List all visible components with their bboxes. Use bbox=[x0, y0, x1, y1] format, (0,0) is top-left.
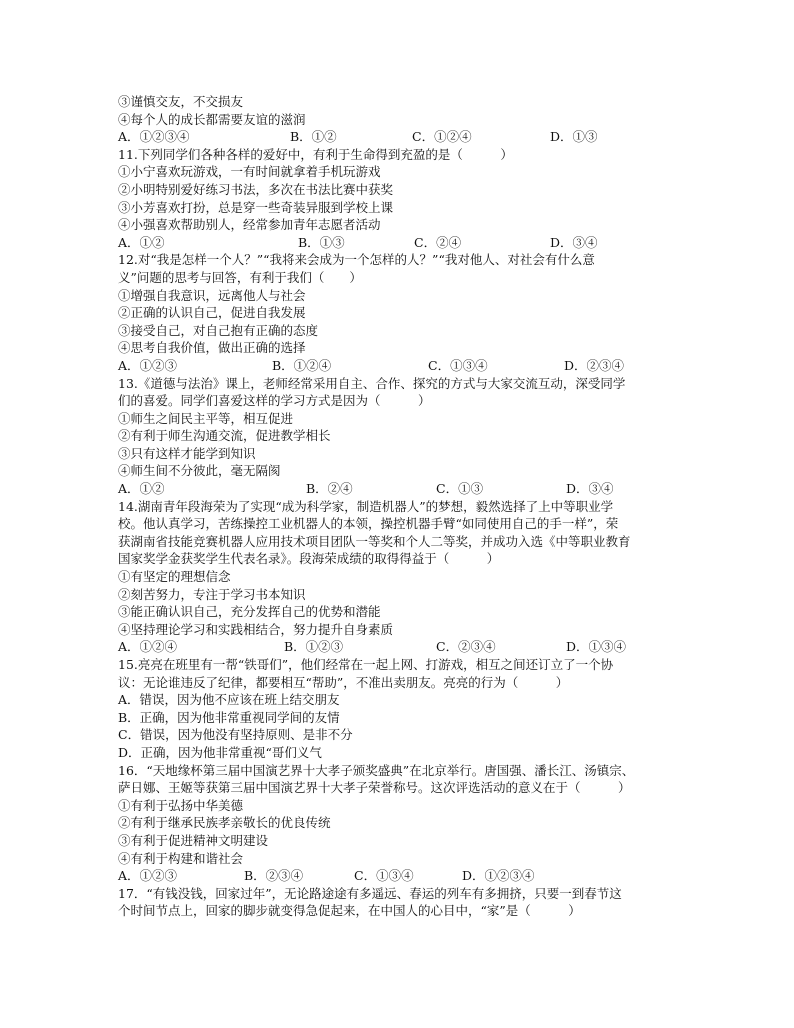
choice-d: D．②③④ bbox=[564, 357, 625, 373]
question-stem: 国家奖学金获奖学生代表名录》。段海荣成绩的取得得益于（ ） bbox=[118, 551, 500, 567]
statement-item: ④师生间不分彼此，毫无隔阂 bbox=[118, 463, 281, 479]
question-stem: 14.湖南青年段海荣为了实现“成为科学家，制造机器人”的梦想，毅然选择了上中等职业学 bbox=[118, 498, 614, 514]
statement-item: ④小强喜欢帮助别人，经常参加青年志愿者活动 bbox=[118, 217, 381, 233]
statement-item: ④坚持理论学习和实践相结合，努力提升自身素质 bbox=[118, 621, 394, 637]
statement-item: ①师生之间民主平等，相互促进 bbox=[118, 410, 294, 426]
option-line: ④每个人的成长都需要友谊的滋润 bbox=[118, 111, 306, 127]
choice-row bbox=[118, 128, 718, 146]
choice-c: C．①③ bbox=[436, 481, 484, 497]
choice-b: B．①② bbox=[290, 129, 337, 145]
choice-row bbox=[118, 638, 718, 656]
choice-c: C．②③④ bbox=[436, 639, 496, 655]
exam-page bbox=[118, 93, 718, 920]
choice-item: B．正确，因为他非常重视同学间的友情 bbox=[118, 709, 340, 725]
choice-row bbox=[118, 480, 718, 498]
question-stem: 义”问题的思考与回答，有利于我们（ ） bbox=[118, 269, 362, 285]
statement-item: ③接受自己，对自己抱有正确的态度 bbox=[118, 322, 319, 338]
question-stem: 个时间节点上，回家的脚步就变得急促起来，在中国人的心目中，“家”是（ ） bbox=[118, 903, 581, 919]
statement-item: ②正确的认识自己，促进自我发展 bbox=[118, 305, 306, 321]
choice-item: D．正确，因为他非常重视“哥们义气 bbox=[118, 744, 322, 760]
choice-b: B．②④ bbox=[306, 481, 353, 497]
statement-item: ③有利于促进精神文明建设 bbox=[118, 832, 269, 848]
statement-item: ②刻苦努力，专注于学习书本知识 bbox=[118, 586, 306, 602]
choice-a: A．①②④ bbox=[118, 639, 178, 655]
statement-item: ④思考自我价值，做出正确的选择 bbox=[118, 340, 306, 356]
question-stem: 17．“有钱没钱，回家过年”，无论路途途有多遥远、春运的列车有多拥挤，只要一到春节这 bbox=[118, 885, 622, 901]
choice-d: D．①③ bbox=[550, 129, 598, 145]
statement-item: ③只有这样才能学到知识 bbox=[118, 445, 256, 461]
choice-a: A．①②③④ bbox=[118, 129, 190, 145]
statement-item: ①有坚定的理想信念 bbox=[118, 569, 231, 585]
option-line: ③谨慎交友，不交损友 bbox=[118, 94, 244, 109]
question-stem: 12.对“我是怎样一个人？”“我将来会成为一个怎样的人？”“我对他人、对社会有什么意 bbox=[118, 252, 595, 268]
choice-item: C．错误，因为他没有坚持原则、是非不分 bbox=[118, 727, 353, 743]
choice-item: A．错误，因为他不应该在班上结交朋友 bbox=[118, 692, 340, 708]
choice-b: B．①③ bbox=[298, 234, 345, 250]
choice-d: D．①③④ bbox=[566, 639, 627, 655]
question-stem: 11.下列同学们各种各样的爱好中，有利于生命得到充盈的是（ ） bbox=[118, 146, 513, 162]
choice-a: A．①②③ bbox=[118, 357, 178, 373]
choice-d: D．①②③④ bbox=[462, 868, 535, 884]
statement-item: ④有利于构建和谐社会 bbox=[118, 850, 244, 866]
statement-item: ②小明特别爱好练习书法，多次在书法比赛中获奖 bbox=[118, 181, 394, 197]
choice-b: B．①②④ bbox=[272, 357, 332, 373]
choice-c: C．①③④ bbox=[354, 868, 414, 884]
choice-a: A．①② bbox=[118, 234, 165, 250]
choice-d: D．③④ bbox=[566, 481, 614, 497]
choice-row bbox=[118, 357, 718, 375]
choice-row bbox=[118, 234, 718, 252]
statement-item: ③能正确认识自己，充分发挥自己的优势和潜能 bbox=[118, 604, 381, 620]
choice-c: C．①②④ bbox=[412, 129, 472, 145]
choice-b: B．②③④ bbox=[244, 868, 304, 884]
question-stem: 议：无论谁违反了纪律，都要相互“帮助”，不准出卖朋友。亮亮的行为（ ） bbox=[118, 674, 569, 690]
choice-row bbox=[118, 867, 718, 885]
choice-a: A．①②③ bbox=[118, 868, 178, 884]
question-stem: 15.亮亮在班里有一帮“铁哥们”，他们经常在一起上网、打游戏，相互之间还订立了一个协 bbox=[118, 657, 614, 672]
question-stem: 16．“天地缘杯第三届中国演艺界十大孝子颁奖盛典”在北京举行。唐国强、潘长江、汤镇宗、 bbox=[118, 762, 635, 778]
statement-item: ①有利于弘扬中华美德 bbox=[118, 797, 244, 813]
choice-c: C．①③④ bbox=[428, 357, 488, 373]
statement-item: ②有利于继承民族孝亲敬长的优良传统 bbox=[118, 815, 331, 831]
statement-item: ③小芳喜欢打扮，总是穿一些奇装异服到学校上课 bbox=[118, 199, 394, 215]
choice-b: B．①②③ bbox=[284, 639, 344, 655]
question-stem: 们的喜爱。同学们喜爱这样的学习方式是因为（ ） bbox=[118, 393, 431, 409]
choice-a: A．①② bbox=[118, 481, 165, 497]
choice-d: D．③④ bbox=[550, 234, 598, 250]
question-stem: 校。他认真学习，苦练操控工业机器人的本领，操控机器手臂“如同使用自己的手一样”，荣 bbox=[118, 516, 619, 532]
statement-item: ①增强自我意识，远离他人与社会 bbox=[118, 287, 306, 303]
question-stem: 萨日娜、王姬等获第三届中国演艺界十大孝子荣誉称号。这次评选活动的意义在于（ ） bbox=[118, 780, 631, 796]
question-stem: 13.《道德与法治》课上，老师经常采用自主、合作、探究的方式与大家交流互动，深受同学 bbox=[118, 375, 626, 391]
question-stem: 获湖南省技能竞赛机器人应用技术项目团队一等奖和个人二等奖，并成功入选《中等职业教育 bbox=[118, 533, 631, 549]
choice-c: C．②④ bbox=[414, 234, 462, 250]
statement-item: ①小宁喜欢玩游戏，一有时间就拿着手机玩游戏 bbox=[118, 164, 381, 180]
statement-item: ②有利于师生沟通交流，促进教学相长 bbox=[118, 428, 331, 444]
